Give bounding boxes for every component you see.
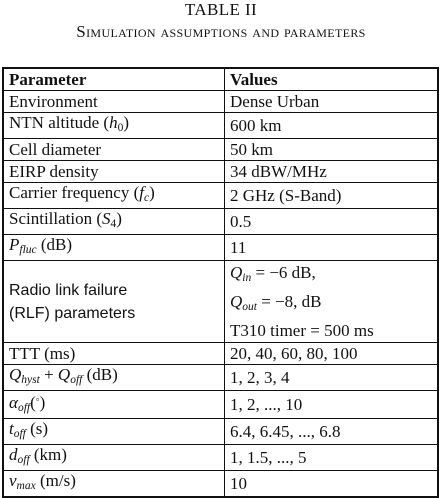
value-qhyst-qoff: 1, 2, 3, 4 xyxy=(225,365,439,391)
table-row xyxy=(3,209,438,235)
value-cell-diameter: 50 km xyxy=(225,139,439,161)
value-d-off: 1, 1.5, ..., 5 xyxy=(225,445,439,471)
value-scintillation: 0.5 xyxy=(225,209,439,235)
param-ttt: TTT (ms) xyxy=(3,343,225,365)
header-parameter: Parameter xyxy=(3,68,225,91)
param-scintillation: Scintillation $(S_4)$ xyxy=(3,209,225,235)
param-eirp-density: EIRP density xyxy=(3,161,225,183)
table-row xyxy=(3,139,438,161)
param-cell-diameter: Cell diameter xyxy=(3,139,225,161)
table-title: Simulation assumptions and parameters xyxy=(76,22,366,41)
value-pfluc: 11 xyxy=(225,235,439,261)
header-values: Values xyxy=(225,68,439,91)
param-pfluc: $P_{fluc}$ (dB) xyxy=(3,235,225,261)
table-row xyxy=(3,161,438,183)
value-rlf-qout: $Q_{out} = -8$, dB xyxy=(230,292,322,313)
param-alpha-off: $\alpha_{off}(^◦)$ xyxy=(3,391,225,419)
table-row xyxy=(3,391,438,419)
value-environment: Dense Urban xyxy=(225,91,439,113)
param-rlf-line-1: Radio link failure xyxy=(9,281,128,299)
value-rlf-t310: T310 timer = 500 ms xyxy=(230,321,374,340)
value-eirp-density: 34 dBW/MHz xyxy=(225,161,439,183)
table-header-row xyxy=(3,68,438,91)
param-qhyst-qoff: $Q_{hyst} + Q_{off}$ (dB) xyxy=(3,365,225,391)
value-carrier-frequency: 2 GHz (S-Band) xyxy=(225,183,439,209)
value-ttt: 20, 40, 60, 80, 100 xyxy=(225,343,439,365)
param-rlf-line-2: (RLF) parameters xyxy=(9,304,136,322)
table-row xyxy=(3,183,438,209)
table-row xyxy=(3,235,438,261)
param-d-off: $d_{off}$ (km) xyxy=(3,445,225,471)
parameters-table xyxy=(2,67,439,498)
table-row xyxy=(3,365,438,391)
param-rlf xyxy=(3,261,225,343)
table-row xyxy=(3,419,438,445)
table-row xyxy=(3,113,438,139)
value-rlf-qin: $Q_{in} = -6$ dB, xyxy=(230,263,316,284)
table-row xyxy=(3,91,438,113)
param-v-max: $v_{max}$ (m/s) xyxy=(3,471,225,498)
value-rlf xyxy=(225,261,439,343)
value-ntn-altitude: 600 km xyxy=(225,113,439,139)
table-row xyxy=(3,445,438,471)
param-environment: Environment xyxy=(3,91,225,113)
value-t-off: 6.4, 6.45, ..., 6.8 xyxy=(225,419,439,445)
param-carrier-frequency: Carrier frequency $(f_c)$ xyxy=(3,183,225,209)
table-row-rlf xyxy=(3,261,438,343)
table-row xyxy=(3,343,438,365)
value-v-max: 10 xyxy=(225,471,439,498)
value-alpha-off: 1, 2, ..., 10 xyxy=(225,391,439,419)
param-ntn-altitude: NTN altitude $(h_0)$ xyxy=(3,113,225,139)
table-number: TABLE II xyxy=(184,0,258,19)
table-row xyxy=(3,471,438,498)
param-t-off: $t_{off}$ (s) xyxy=(3,419,225,445)
